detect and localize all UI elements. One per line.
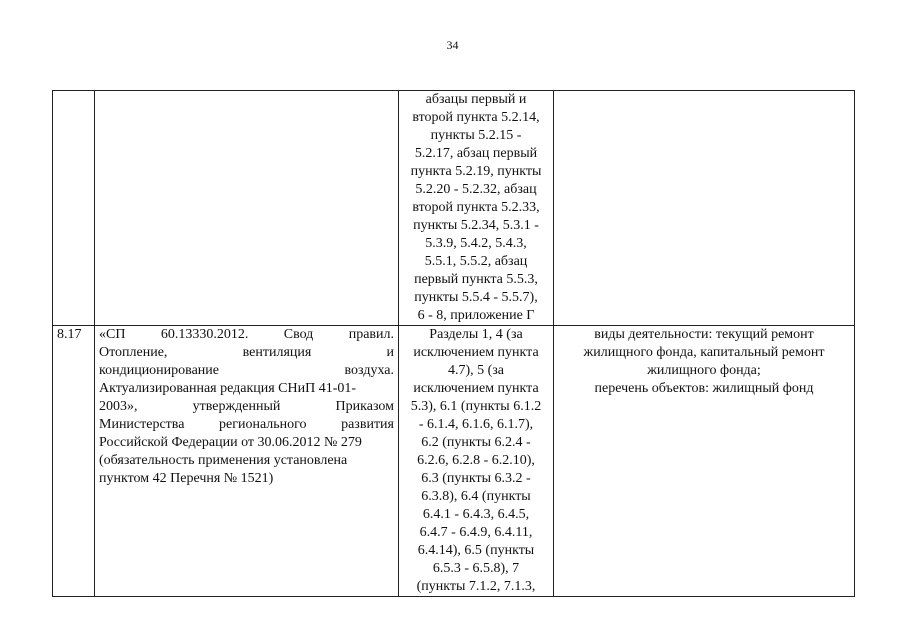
document-line — [99, 362, 394, 380]
sections-line: 6.4.1 - 6.4.3, 6.4.5, — [422, 507, 530, 522]
activity-line: жилищного фонда, капитальный ремонт — [583, 345, 825, 360]
sections-line: второй пункта 5.2.33, — [412, 200, 540, 215]
sections-line: 5.3), 6.1 (пункты 6.1.2 — [410, 399, 542, 414]
row-number-cell: 8.17 — [53, 326, 95, 597]
document-word: «СП — [99, 327, 126, 342]
sections-line: исключением пункта — [413, 345, 539, 360]
sections-line: абзацы первый и — [425, 92, 527, 107]
sections-line: 5.2.20 - 5.2.32, абзац — [415, 182, 537, 197]
document-cell — [95, 91, 399, 326]
document-line — [99, 470, 394, 488]
sections-line: 6.3.8), 6.4 (пункты — [421, 489, 531, 504]
document-line — [99, 344, 394, 362]
document-word: развития — [341, 417, 394, 432]
sections-line: пункты 5.2.34, 5.3.1 - — [413, 218, 539, 233]
activity-cell — [554, 91, 855, 326]
sections-line: 5.2.17, абзац первый — [414, 146, 538, 161]
sections-line: 5.5.1, 5.5.2, абзац — [424, 254, 528, 269]
page-number: 34 — [446, 38, 459, 52]
sections-line: исключением пункта — [413, 381, 539, 396]
row-number-cell — [53, 91, 95, 326]
document-word: Министерства — [99, 417, 185, 432]
activity-line: виды деятельности: текущий ремонт — [594, 327, 814, 342]
sections-line: 6.4.7 - 6.4.9, 6.4.11, — [419, 525, 533, 540]
table-row — [53, 326, 855, 597]
document-word: Российской Федерации от 30.06.2012 № 279 — [99, 435, 362, 450]
document-word: Свод — [283, 327, 314, 342]
sections-line: 4.7), 5 (за — [447, 363, 505, 378]
sections-line: пункты 5.5.4 - 5.5.7), — [414, 290, 538, 305]
activity-line: перечень объектов: жилищный фонд — [594, 381, 814, 396]
sections-line: пункта 5.2.19, пункты — [410, 164, 542, 179]
document-line — [99, 398, 394, 416]
document-word: Приказом — [335, 399, 394, 414]
document-word: (обязательность применения установлена — [99, 453, 348, 468]
sections-line: Разделы 1, 4 (за — [429, 327, 523, 342]
document-line — [99, 452, 394, 470]
document-word: кондиционирование — [99, 363, 220, 378]
sections-line: 6 - 8, приложение Г — [417, 308, 535, 323]
document-line — [99, 434, 394, 452]
document-word: правил. — [348, 327, 394, 342]
document-word: и — [386, 345, 394, 360]
sections-line: 6.2.6, 6.2.8 - 6.2.10), — [417, 453, 535, 468]
sections-line: 6.3 (пункты 6.3.2 - — [421, 471, 531, 486]
document-word: Актуализированная редакция СНиП 41-01- — [99, 381, 357, 396]
sections-line: первый пункта 5.5.3, — [414, 272, 538, 287]
table-row — [53, 91, 855, 326]
activity-cell — [554, 326, 855, 597]
sections-line: (пункты 7.1.2, 7.1.3, — [416, 579, 536, 594]
document-line — [99, 380, 394, 398]
document-word: регионального — [219, 417, 307, 432]
document-word: 2003», — [99, 399, 138, 414]
sections-line: - 6.1.4, 6.1.6, 6.1.7), — [418, 417, 534, 432]
document-cell — [95, 326, 399, 597]
document-line — [99, 416, 394, 434]
document-line — [99, 326, 394, 344]
activity-line: жилищного фонда; — [647, 363, 761, 378]
sections-line: 6.2 (пункты 6.2.4 - — [421, 435, 531, 450]
sections-line: 5.3.9, 5.4.2, 5.4.3, — [425, 236, 527, 251]
document-word: пунктом 42 Перечня № 1521) — [99, 471, 274, 486]
document-word: вентиляция — [242, 345, 312, 360]
sections-cell — [399, 91, 554, 326]
document-word: 60.13330.2012. — [160, 327, 249, 342]
document-word: утвержденный — [192, 399, 281, 414]
standards-table — [52, 90, 855, 597]
document-word: воздуха. — [344, 363, 394, 378]
document-word: Отопление, — [99, 345, 168, 360]
sections-cell — [399, 326, 554, 597]
sections-line: второй пункта 5.2.14, — [412, 110, 540, 125]
sections-line: 6.4.14), 6.5 (пункты — [417, 543, 535, 558]
sections-line: пункты 5.2.15 - — [430, 128, 522, 143]
sections-line: 6.5.3 - 6.5.8), 7 — [432, 561, 520, 576]
